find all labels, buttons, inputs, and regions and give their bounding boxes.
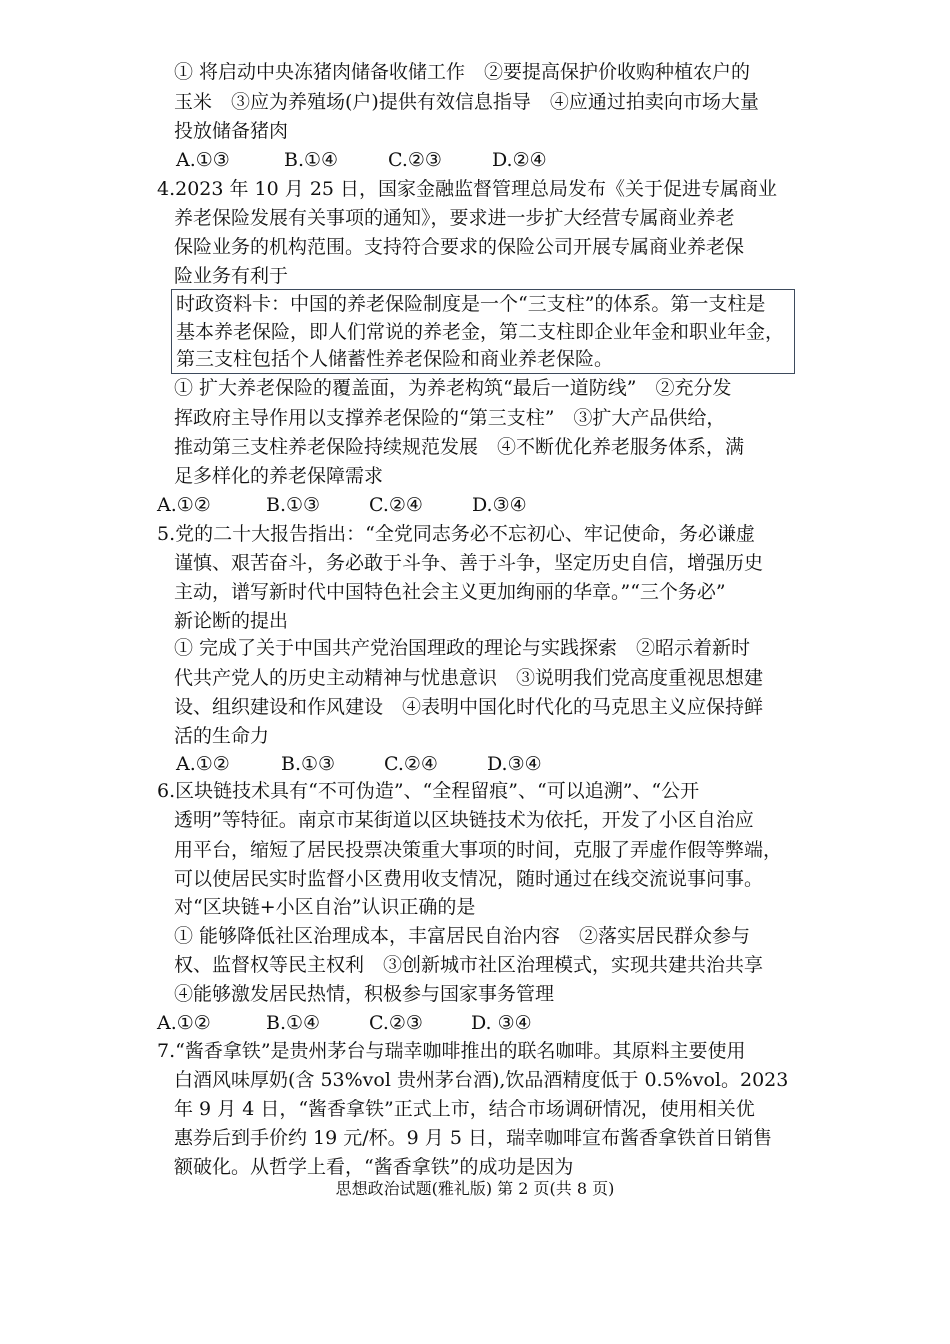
q5-item-line: 代共产党人的历史主动精神与忧患意识 ③说明我们党高度重视思想建 bbox=[174, 667, 764, 689]
q3-option-a: A.①③ bbox=[176, 149, 230, 171]
q4-item-line: 足多样化的养老保障需求 bbox=[174, 465, 384, 487]
info-card-line: 第三支柱包括个人储蓄性养老保险和商业养老保险。 bbox=[176, 348, 614, 370]
q5-stem-line: 主动，谱写新时代中国特色社会主义更加绚丽的华章。”“三个务必” bbox=[174, 581, 726, 603]
q5-option-c: C.②④ bbox=[384, 753, 438, 775]
q4-stem-line: 养老保险发展有关事项的通知》，要求进一步扩大经营专属商业养老 bbox=[174, 207, 735, 229]
q7-stem-line: 年 9 月 4 日，“酱香拿铁”正式上市，结合市场调研情况，使用相关优 bbox=[174, 1098, 755, 1120]
page-footer: 思想政治试题(雅礼版) 第 2 页(共 8 页) bbox=[335, 1179, 615, 1198]
q6-stem-line: 6.区块链技术具有“不可伪造”、“全程留痕”、“可以追溯”、“公开 bbox=[157, 780, 700, 802]
q6-option-b: B.①④ bbox=[266, 1012, 321, 1034]
q5-item-line: 设、组织建设和作风建设 ④表明中国化时代化的马克思主义应保持鲜 bbox=[174, 696, 764, 718]
q4-option-d: D.③④ bbox=[472, 494, 527, 516]
q3-option-d: D.②④ bbox=[492, 149, 547, 171]
q6-item-line: ④能够激发居民热情，积极参与国家事务管理 bbox=[174, 983, 555, 1005]
q7-stem-line: 惠券后到手价约 19 元/杯。9 月 5 日，瑞幸咖啡宣布酱香拿铁首日销售 bbox=[174, 1127, 772, 1149]
q4-stem-line: 4.2023 年 10 月 25 日，国家金融监督管理总局发布《关于促进专属商业 bbox=[157, 178, 778, 200]
q3-option-b: B.①④ bbox=[284, 149, 339, 171]
q4-option-c: C.②④ bbox=[369, 494, 423, 516]
q6-option-a: A.①② bbox=[157, 1012, 211, 1034]
q6-stem-line: 对“区块链+小区自治”认识正确的是 bbox=[174, 896, 476, 918]
q5-option-a: A.①② bbox=[176, 753, 230, 775]
q4-option-a: A.①② bbox=[157, 494, 211, 516]
q4-stem-line: 保险业务的机构范围。支持符合要求的保险公司开展专属商业养老保 bbox=[174, 236, 745, 258]
q3-item-line: 玉米 ③应为养殖场(户)提供有效信息指导 ④应通过拍卖向市场大量 bbox=[174, 91, 759, 113]
q4-item-line: ① 扩大养老保险的覆盖面，为养老构筑“最后一道防线” ②充分发 bbox=[174, 377, 732, 399]
q7-stem-line: 白酒风味厚奶(含 53%vol 贵州茅台酒),饮品酒精度低于 0.5%vol。2023 bbox=[174, 1069, 789, 1091]
q5-option-d: D.③④ bbox=[487, 753, 542, 775]
q6-item-line: ① 能够降低社区治理成本，丰富居民自治内容 ②落实居民群众参与 bbox=[174, 925, 751, 947]
q3-item-line: ① 将启动中央冻猪肉储备收储工作 ②要提高保护价收购种植农户的 bbox=[174, 61, 751, 83]
q5-stem-line: 新论断的提出 bbox=[174, 610, 289, 632]
q5-stem-line: 谨慎、艰苦奋斗，务必敢于斗争、善于斗争，坚定历史自信，增强历史 bbox=[174, 552, 764, 574]
q4-item-line: 挥政府主导作用以支撑养老保险的“第三支柱” ③扩大产品供给， bbox=[174, 407, 726, 429]
q4-stem-line: 险业务有利于 bbox=[174, 265, 289, 287]
q3-item-line: 投放储备猪肉 bbox=[174, 120, 289, 142]
q6-stem-line: 可以使居民实时监督小区费用收支情况，随时通过在线交流说事问事。 bbox=[174, 868, 764, 890]
q4-option-b: B.①③ bbox=[266, 494, 321, 516]
q5-item-line: 活的生命力 bbox=[174, 725, 270, 747]
q7-stem-line: 额破化。从哲学上看，“酱香拿铁”的成功是因为 bbox=[174, 1156, 574, 1178]
q4-item-line: 推动第三支柱养老保险持续规范发展 ④不断优化养老服务体系，满 bbox=[174, 436, 745, 458]
q5-option-b: B.①③ bbox=[281, 753, 336, 775]
news-info-card bbox=[171, 289, 795, 374]
info-card-line: 时政资料卡：中国的养老保险制度是一个“三支柱”的体系。第一支柱是 bbox=[176, 293, 766, 315]
q3-option-c: C.②③ bbox=[388, 149, 442, 171]
q5-item-line: ① 完成了关于中国共产党治国理政的理论与实践探索 ②昭示着新时 bbox=[174, 637, 751, 659]
q6-item-line: 权、监督权等民主权利 ③创新城市社区治理模式，实现共建共治共享 bbox=[174, 954, 764, 976]
q6-stem-line: 用平台，缩短了居民投票决策重大事项的时间，克服了弄虚作假等弊端， bbox=[174, 839, 783, 861]
q7-stem-line: 7.“酱香拿铁”是贵州茅台与瑞幸咖啡推出的联名咖啡。其原料主要使用 bbox=[157, 1040, 746, 1062]
info-card-line: 基本养老保险，即人们常说的养老金，第二支柱即企业年金和职业年金， bbox=[176, 321, 785, 343]
q5-stem-line: 5.党的二十大报告指出：“全党同志务必不忘初心、牢记使命，务必谦虚 bbox=[157, 523, 755, 545]
q6-option-c: C.②③ bbox=[369, 1012, 423, 1034]
q6-stem-line: 透明”等特征。南京市某街道以区块链技术为依托，开发了小区自治应 bbox=[174, 809, 754, 831]
q6-option-d: D. ③④ bbox=[471, 1012, 532, 1034]
